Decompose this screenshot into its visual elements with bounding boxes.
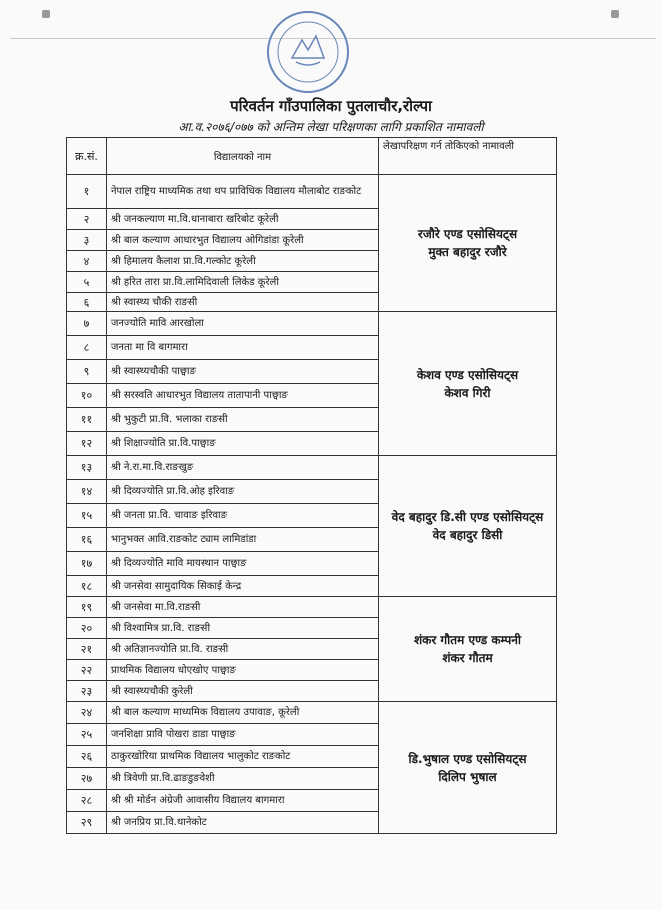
auditor-person: मुक्त बहादुर रजौरे — [428, 245, 507, 259]
auditor-firm: रजौरे एण्ड एसोसियट्स — [417, 227, 518, 241]
table-header-row — [67, 138, 557, 175]
serial-number: २८ — [67, 790, 107, 812]
serial-number: १९ — [67, 597, 107, 618]
serial-number: २७ — [67, 768, 107, 790]
audit-assignment-table — [66, 137, 557, 834]
school-name: श्री अतिज्ञानज्योति प्रा.वि. राङसी — [107, 639, 379, 660]
auditor-firm: शंकर गौतम एण्ड कम्पनी — [413, 633, 522, 647]
serial-number: ११ — [67, 408, 107, 432]
school-name: श्री श्री मोर्डन अंग्रेजी आवासीय विद्यालय बागमारा — [107, 790, 379, 812]
serial-number: २९ — [67, 812, 107, 834]
school-name: श्री जनसेवा मा.वि.राङसी — [107, 597, 379, 618]
serial-number: १० — [67, 384, 107, 408]
school-name: श्री दिव्यज्योति प्रा.वि.ओह इरिवाङ — [107, 480, 379, 504]
serial-number: १५ — [67, 504, 107, 528]
auditor-person: दिलिप भुषाल — [438, 769, 497, 784]
auditor-cell — [379, 312, 557, 456]
page-subtitle: आ.व.२०७६/०७७ को अन्तिम लेखा परिक्षणका लागि प्रकाशित नामावली — [178, 120, 484, 134]
serial-number: ८ — [67, 336, 107, 360]
serial-number: ४ — [67, 251, 107, 272]
school-name: श्री हिमालय कैलाश प्रा.वि.गल्कोट कूरेली — [107, 251, 379, 272]
school-name: ठाकुरखोरिया प्राथमिक विद्यालय भालुकोट राङकोट — [107, 746, 379, 768]
auditor-firm: केशव एण्ड एसोसियट्स — [416, 367, 519, 382]
serial-number: २३ — [67, 681, 107, 702]
serial-number: १२ — [67, 432, 107, 456]
serial-number: १६ — [67, 528, 107, 552]
serial-number: २१ — [67, 639, 107, 660]
serial-number: ५ — [67, 272, 107, 293]
serial-number: १४ — [67, 480, 107, 504]
corner-mark-left — [42, 10, 50, 18]
serial-number: २२ — [67, 660, 107, 681]
auditor-person: शंकर गौतम — [442, 651, 493, 665]
school-name: नेपाल राष्ट्रिय माध्यमिक तथा थप प्राविधिक विद्यालय मौलाबोट राङकोट — [107, 175, 379, 209]
school-name: श्री स्वास्थ्य चौकी राङसी — [107, 293, 379, 312]
auditor-cell — [379, 175, 557, 312]
table-row — [67, 456, 557, 480]
serial-number: २ — [67, 209, 107, 230]
school-name: श्री बाल कल्याण माध्यमिक विद्यालय उपावाङ, कूरेली — [107, 702, 379, 724]
corner-mark-right — [611, 10, 619, 18]
school-name: श्री स्वास्थ्यचौकी पाछ्वाङ — [107, 360, 379, 384]
school-name: जनशिक्षा प्रावि पोखरा डाडा पाछ्वाङ — [107, 724, 379, 746]
serial-number: २० — [67, 618, 107, 639]
auditor-person: वेद बहादुर डिसी — [432, 528, 503, 542]
table-row — [67, 597, 557, 618]
serial-number: २६ — [67, 746, 107, 768]
auditor-cell — [379, 702, 557, 834]
school-name: श्री शिक्षाज्योति प्रा.वि.पाछ्वाङ — [107, 432, 379, 456]
serial-number: ९ — [67, 360, 107, 384]
school-name: श्री दिव्यज्योति मावि मायस्थान पाछ्वाङ — [107, 552, 379, 576]
serial-number: ६ — [67, 293, 107, 312]
serial-number: १८ — [67, 576, 107, 597]
serial-number: २५ — [67, 724, 107, 746]
table-row — [67, 702, 557, 724]
school-name: श्री जनता प्रा.वि. चावाङ इरिवाङ — [107, 504, 379, 528]
auditor-firm: डि.भुषाल एण्ड एसोसियट्स — [408, 751, 527, 766]
school-name: श्री जनप्रिय प्रा.वि.थानेकोट — [107, 812, 379, 834]
school-name: श्री सरस्वति आधारभुत विद्यालय तातापानी पाछ्वाङ — [107, 384, 379, 408]
school-name: श्री जनकल्याण मा.वि.धानाबारा खरिबोट कूरेली — [107, 209, 379, 230]
auditor-cell — [379, 456, 557, 597]
serial-number: १३ — [67, 456, 107, 480]
school-name: श्री जनसेवा सामुदायिक सिकाई केन्द्र — [107, 576, 379, 597]
header-serial: क्र.सं. — [67, 138, 107, 175]
serial-number: २४ — [67, 702, 107, 724]
school-name: श्री हरित तारा प्रा.वि.लामिदिवाली लिकेड कूरेली — [107, 272, 379, 293]
school-name: जनज्योति मावि आरखोला — [107, 312, 379, 336]
table-body — [67, 175, 557, 834]
school-name: प्राथमिक विद्यालय धोएखोए पाछ्वाङ — [107, 660, 379, 681]
school-name: श्री स्वास्थ्यचौकी कुरेली — [107, 681, 379, 702]
table-row — [67, 175, 557, 209]
municipal-seal-icon — [262, 6, 354, 98]
header-auditor: लेखापरिक्षण गर्न तोकिएको नामावली — [379, 138, 557, 175]
auditor-cell — [379, 597, 557, 702]
school-name: जनता मा वि बागमारा — [107, 336, 379, 360]
school-name: श्री भुकुटी प्रा.वि. भलाका राङसी — [107, 408, 379, 432]
school-name: श्री त्रिवेणी प्रा.वि.ढाङडुङवेशी — [107, 768, 379, 790]
serial-number: ३ — [67, 230, 107, 251]
page-title: परिवर्तन गाँउपालिका पुतलाचौर,रोल्पा — [230, 97, 432, 115]
serial-number: ७ — [67, 312, 107, 336]
school-name: भानुभक्त आवि.राङकोट ट्याम लामिडांडा — [107, 528, 379, 552]
table-row — [67, 312, 557, 336]
school-name: श्री विश्वामित्र प्रा.वि. राङसी — [107, 618, 379, 639]
serial-number: १ — [67, 175, 107, 209]
serial-number: १७ — [67, 552, 107, 576]
school-name: श्री ने.रा.मा.वि.राङखुङ — [107, 456, 379, 480]
auditor-person: केशव गिरी — [444, 385, 491, 400]
header-school-name: विद्यालयको नाम — [107, 138, 379, 175]
auditor-firm: वेद बहादुर डि.सी एण्ड एसोसियट्स — [391, 510, 544, 524]
school-name: श्री बाल कल्याण आधारभुत विद्यालय ओगिडांडा कूरेली — [107, 230, 379, 251]
